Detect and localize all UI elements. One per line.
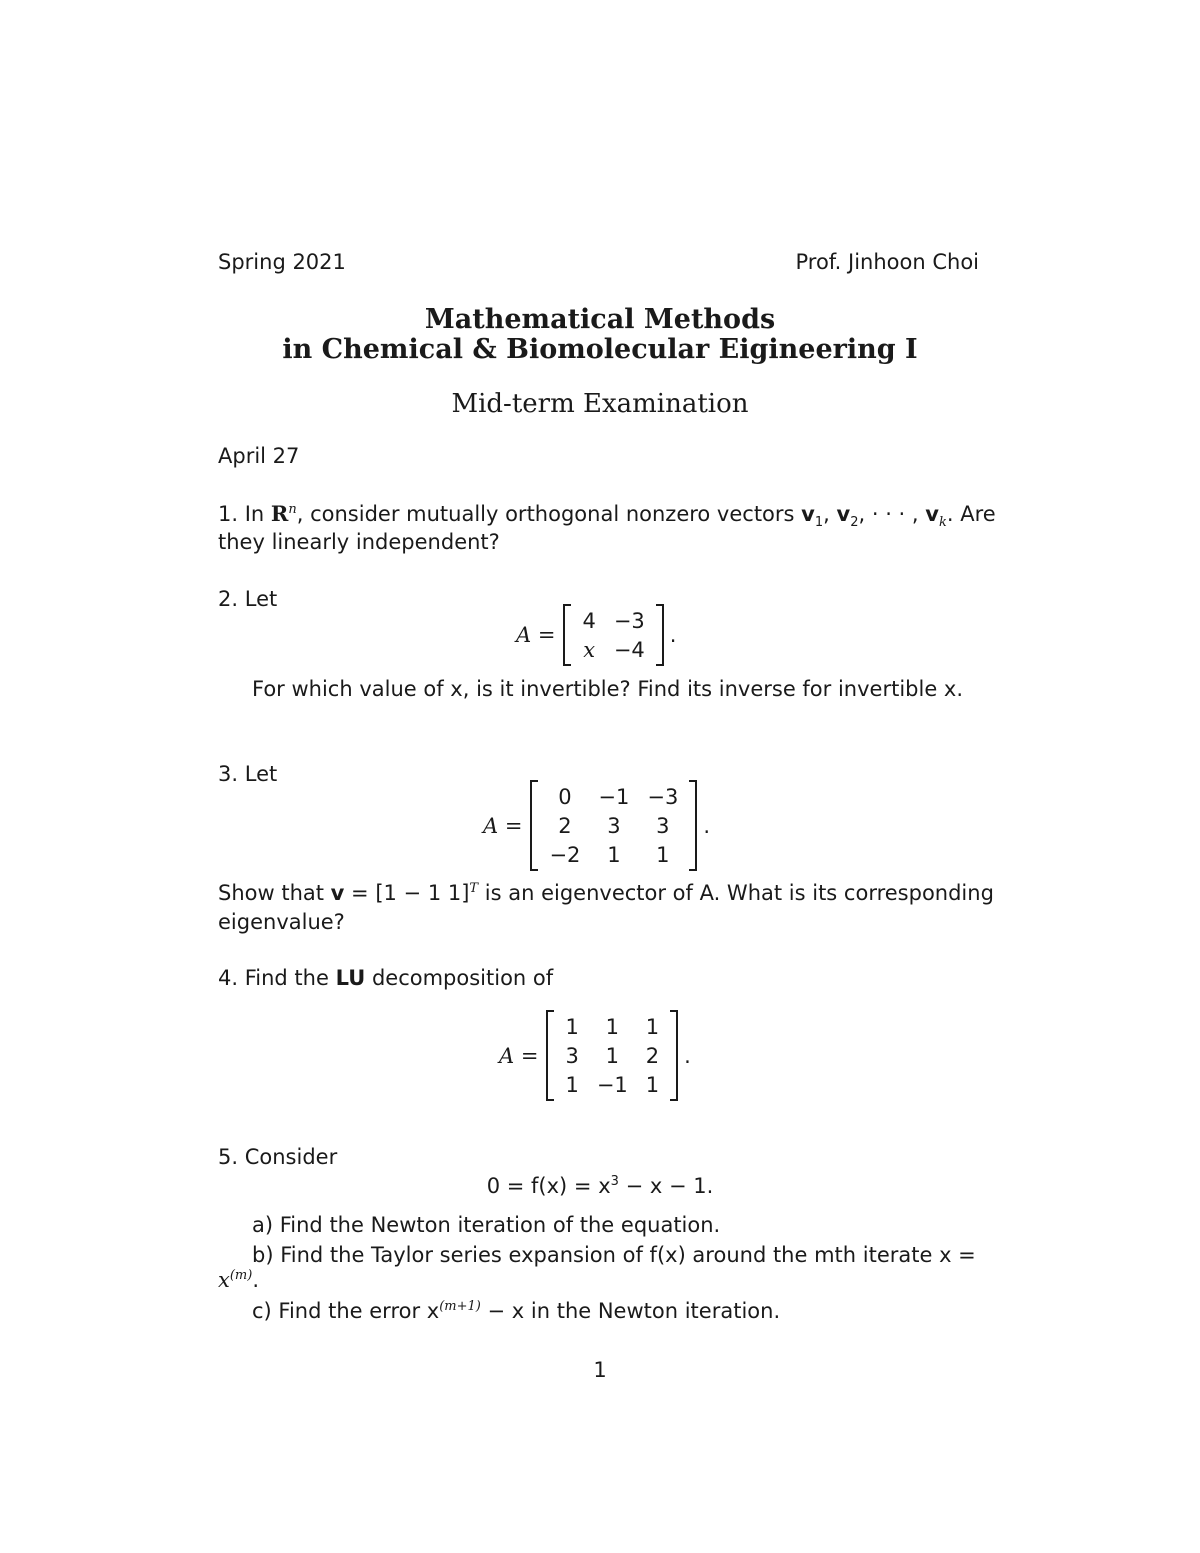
vk-sub: k <box>938 515 947 531</box>
q3-text: Show that <box>218 881 331 905</box>
matrix-cell: 1 <box>645 1014 660 1039</box>
question-3-let: Let <box>244 762 278 786</box>
course-title-line2: in Chemical & Biomolecular Eigineering I <box>282 334 918 365</box>
matrix-equation-2 <box>516 604 676 666</box>
q1-text: . Are <box>946 502 996 526</box>
matrix-cell: −4 <box>613 637 645 662</box>
matrix-cell: 1 <box>645 1072 660 1097</box>
question-2-lead <box>218 587 277 611</box>
space-symbol: R <box>270 501 289 526</box>
matrix-period: . <box>703 813 711 838</box>
q3-text: is an eigenvector of A. What is its corresponding <box>478 881 994 905</box>
course-title-line1: Mathematical Methods <box>424 304 776 335</box>
matrix-cell: 1 <box>656 842 670 867</box>
q5c-text: − x in the Newton iteration. <box>480 1299 781 1323</box>
matrix-4 <box>546 1010 678 1101</box>
page-number: 1 <box>593 1358 607 1382</box>
matrix-cell: 1 <box>605 1043 619 1068</box>
matrix-equation-3 <box>483 780 710 871</box>
q3-text: = [1 − 1 1] <box>344 881 470 905</box>
matrix-cell: x <box>583 637 596 662</box>
question-5-number: 5. <box>218 1145 239 1169</box>
matrix-period: . <box>669 623 677 647</box>
matrix-2 <box>563 604 663 666</box>
exam-date: April 27 <box>218 444 300 468</box>
question-2-number: 2. <box>218 587 239 611</box>
question-3-line1 <box>218 881 994 905</box>
matrix-lhs: A = <box>499 1043 539 1068</box>
matrix-cell: −2 <box>549 842 581 867</box>
exam-title: Mid-term Examination <box>451 389 749 419</box>
question-1-line1: 1. In $R^n$, consider mutually orthogonal nonzero vectors $v_1$, $v_2$, · · · , $v_k$. Are <box>218 501 996 531</box>
question-4-number: 4. <box>218 966 239 990</box>
equation-exponent: 3 <box>610 1174 619 1189</box>
q5c-text: c) Find the error x <box>252 1299 440 1323</box>
matrix-cell: −1 <box>596 1072 628 1097</box>
term-label: Spring 2021 <box>218 250 346 274</box>
question-3-line2: eigenvalue? <box>218 910 345 934</box>
q1-text: In <box>244 502 271 526</box>
question-3-lead <box>218 762 277 786</box>
question-1-line2: they linearly independent? <box>218 530 500 554</box>
error-sup: (m+1) <box>439 1299 481 1314</box>
q4-text: Find the <box>244 966 336 990</box>
matrix-cell: 3 <box>656 813 670 838</box>
question-3-number: 3. <box>218 762 239 786</box>
transpose-sup: T <box>469 881 479 896</box>
iterate-period: . <box>252 1268 260 1292</box>
lu-label: LU <box>335 966 366 990</box>
matrix-3 <box>530 780 697 871</box>
v1-sub: 1 <box>814 515 824 531</box>
matrix-cell: 1 <box>565 1014 579 1039</box>
matrix-cell: 1 <box>607 842 621 867</box>
matrix-cell: −3 <box>647 784 679 809</box>
q1-text: , consider mutually orthogonal nonzero vectors <box>296 502 802 526</box>
matrix-lhs: A = <box>516 623 556 647</box>
vector-v1: v <box>801 502 815 526</box>
professor-label: Prof. Jinhoon Choi <box>795 250 979 274</box>
space-exponent: n <box>288 502 297 517</box>
matrix-period: . <box>684 1043 691 1068</box>
matrix-cell: 1 <box>565 1072 579 1097</box>
matrix-cell: 2 <box>645 1043 660 1068</box>
question-5c <box>252 1299 780 1323</box>
matrix-cell: −1 <box>598 784 630 809</box>
matrix-cell: −3 <box>613 608 645 633</box>
matrix-cell: 2 <box>558 813 572 838</box>
question-2-let: Let <box>244 587 278 611</box>
question-5a: a) Find the Newton iteration of the equation. <box>252 1213 721 1237</box>
question-5-consider: Consider <box>244 1145 338 1169</box>
matrix-cell: 4 <box>582 608 596 633</box>
equation-text: 0 = f(x) = x <box>486 1174 611 1198</box>
newton-equation <box>0 1174 1200 1198</box>
question-4-lead <box>218 966 553 990</box>
vector-dots: , · · · , <box>858 502 926 526</box>
vector-vk: v <box>925 502 939 526</box>
matrix-cell: 1 <box>605 1014 619 1039</box>
q4-text: decomposition of <box>365 966 554 990</box>
vector-v: v <box>330 881 345 905</box>
matrix-equation-4 <box>499 1010 691 1101</box>
v2-sub: 2 <box>850 515 859 531</box>
question-1-number: 1. <box>218 502 239 526</box>
question-5b-line2 <box>218 1268 259 1292</box>
iterate-sup: (m) <box>229 1268 253 1283</box>
matrix-cell: 3 <box>607 813 621 838</box>
question-5b-line1: b) Find the Taylor series expansion of f(x) around the mth iterate x = <box>252 1243 976 1267</box>
equation-text: − x − 1. <box>618 1174 714 1198</box>
matrix-cell: 3 <box>565 1043 579 1068</box>
vector-v2: v <box>836 502 851 526</box>
question-2-text: For which value of x, is it invertible? Find its inverse for invertible x. <box>252 677 964 701</box>
question-5-lead <box>218 1145 337 1169</box>
matrix-lhs: A = <box>483 813 523 838</box>
iterate-symbol: x <box>218 1268 230 1292</box>
matrix-cell: 0 <box>558 784 572 809</box>
